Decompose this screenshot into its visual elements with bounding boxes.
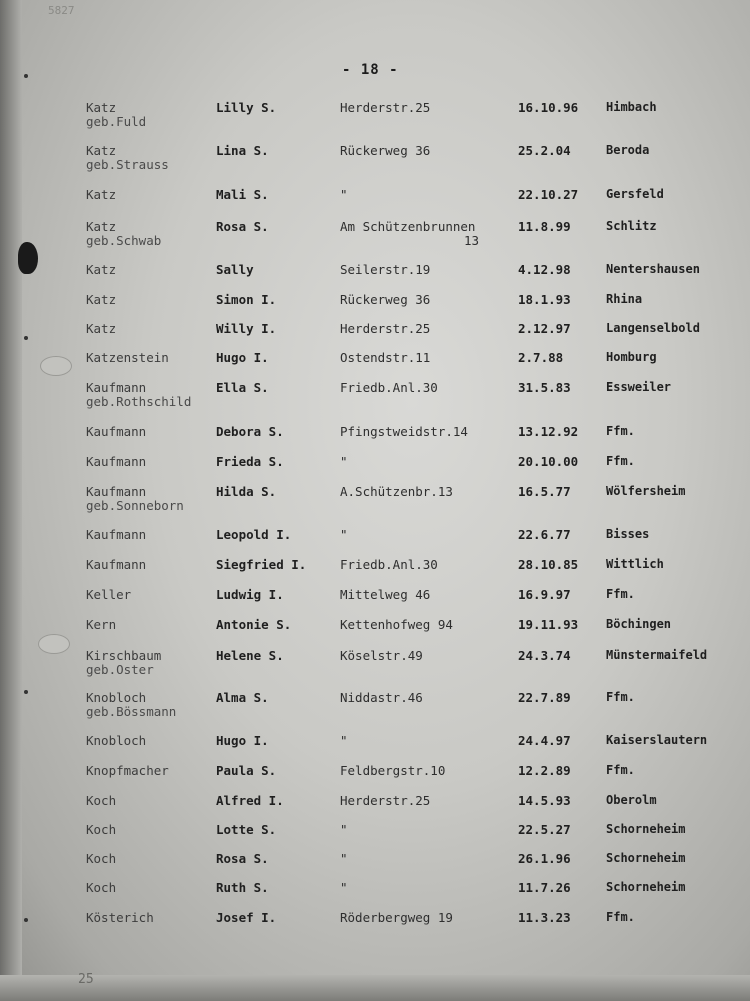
address-continuation: 13 bbox=[464, 233, 480, 248]
surname: Katz bbox=[86, 219, 117, 234]
register-row bbox=[0, 527, 750, 555]
address: " bbox=[340, 454, 348, 469]
birth-place: Bisses bbox=[606, 527, 650, 541]
birth-date: 25.2.04 bbox=[518, 143, 571, 158]
birth-date: 16.10.96 bbox=[518, 100, 579, 115]
address: Herderstr.25 bbox=[340, 793, 431, 808]
birth-date: 24.4.97 bbox=[518, 733, 571, 748]
birth-place: Ffm. bbox=[606, 424, 635, 438]
register-row bbox=[0, 822, 750, 850]
address: A.Schützenbr.13 bbox=[340, 484, 453, 499]
scan-bottom-edge bbox=[0, 975, 750, 1001]
surname: Katz bbox=[86, 187, 117, 202]
birth-place: Ffm. bbox=[606, 763, 635, 777]
maiden-name: geb.Fuld bbox=[86, 114, 147, 129]
birth-date: 22.5.27 bbox=[518, 822, 571, 837]
maiden-name: geb.Sonneborn bbox=[86, 498, 184, 513]
address: " bbox=[340, 851, 348, 866]
first-name: Willy I. bbox=[216, 321, 277, 336]
address: Rückerweg 36 bbox=[340, 143, 431, 158]
register-row bbox=[0, 587, 750, 615]
register-row bbox=[0, 851, 750, 879]
birth-date: 18.1.93 bbox=[518, 292, 571, 307]
first-name: Rosa S. bbox=[216, 851, 269, 866]
maiden-name: geb.Schwab bbox=[86, 233, 162, 248]
birth-place: Langenselbold bbox=[606, 321, 700, 335]
birth-place: Schorneheim bbox=[606, 851, 686, 865]
register-row bbox=[0, 690, 750, 718]
birth-date: 22.6.77 bbox=[518, 527, 571, 542]
register-row bbox=[0, 187, 750, 215]
birth-place: Himbach bbox=[606, 100, 657, 114]
surname: Keller bbox=[86, 587, 132, 602]
register-row bbox=[0, 350, 750, 378]
birth-place: Beroda bbox=[606, 143, 650, 157]
birth-date: 26.1.96 bbox=[518, 851, 571, 866]
register-row bbox=[0, 793, 750, 821]
birth-date: 11.8.99 bbox=[518, 219, 571, 234]
first-name: Antonie S. bbox=[216, 617, 292, 632]
first-name: Leopold I. bbox=[216, 527, 292, 542]
address: Herderstr.25 bbox=[340, 321, 431, 336]
address: " bbox=[340, 822, 348, 837]
surname: Koch bbox=[86, 793, 117, 808]
address: Niddastr.46 bbox=[340, 690, 423, 705]
register-row bbox=[0, 219, 750, 247]
surname: Knopfmacher bbox=[86, 763, 169, 778]
birth-place: Schorneheim bbox=[606, 880, 686, 894]
first-name: Simon I. bbox=[216, 292, 277, 307]
birth-place: Essweiler bbox=[606, 380, 672, 394]
birth-date: 22.7.89 bbox=[518, 690, 571, 705]
birth-place: Schorneheim bbox=[606, 822, 686, 836]
birth-date: 2.7.88 bbox=[518, 350, 564, 365]
first-name: Sally bbox=[216, 262, 254, 277]
address: Friedb.Anl.30 bbox=[340, 557, 438, 572]
page-number: - 18 - bbox=[342, 62, 399, 78]
birth-date: 22.10.27 bbox=[518, 187, 579, 202]
surname: Kirschbaum bbox=[86, 648, 162, 663]
address: Feldbergstr.10 bbox=[340, 763, 446, 778]
first-name: Alfred I. bbox=[216, 793, 284, 808]
surname: Katz bbox=[86, 292, 117, 307]
address: Kettenhofweg 94 bbox=[340, 617, 453, 632]
birth-place: Wölfersheim bbox=[606, 484, 686, 498]
first-name: Debora S. bbox=[216, 424, 284, 439]
surname: Katz bbox=[86, 143, 117, 158]
birth-date: 13.12.92 bbox=[518, 424, 579, 439]
birth-place: Schlitz bbox=[606, 219, 657, 233]
birth-date: 31.5.83 bbox=[518, 380, 571, 395]
address: Mittelweg 46 bbox=[340, 587, 431, 602]
address: " bbox=[340, 527, 348, 542]
register-row bbox=[0, 763, 750, 791]
surname: Katz bbox=[86, 321, 117, 336]
address: Rückerweg 36 bbox=[340, 292, 431, 307]
birth-place: Oberolm bbox=[606, 793, 657, 807]
surname: Koch bbox=[86, 822, 117, 837]
birth-date: 16.5.77 bbox=[518, 484, 571, 499]
margin-dot bbox=[24, 74, 28, 78]
register-row bbox=[0, 617, 750, 645]
register-row bbox=[0, 380, 750, 408]
surname: Katzenstein bbox=[86, 350, 169, 365]
first-name: Paula S. bbox=[216, 763, 277, 778]
birth-date: 11.3.23 bbox=[518, 910, 571, 925]
register-row bbox=[0, 648, 750, 676]
birth-date: 19.11.93 bbox=[518, 617, 579, 632]
first-name: Hugo I. bbox=[216, 350, 269, 365]
birth-place: Böchingen bbox=[606, 617, 672, 631]
birth-place: Rhina bbox=[606, 292, 643, 306]
address: " bbox=[340, 187, 348, 202]
surname: Kösterich bbox=[86, 910, 154, 925]
birth-date: 12.2.89 bbox=[518, 763, 571, 778]
register-row bbox=[0, 321, 750, 349]
birth-date: 28.10.85 bbox=[518, 557, 579, 572]
register-row bbox=[0, 100, 750, 128]
birth-date: 11.7.26 bbox=[518, 880, 571, 895]
first-name: Frieda S. bbox=[216, 454, 284, 469]
surname: Kaufmann bbox=[86, 484, 147, 499]
first-name: Lotte S. bbox=[216, 822, 277, 837]
maiden-name: geb.Strauss bbox=[86, 157, 169, 172]
register-row bbox=[0, 910, 750, 938]
address: Ostendstr.11 bbox=[340, 350, 431, 365]
register-row bbox=[0, 424, 750, 452]
address: " bbox=[340, 880, 348, 895]
bottom-handwritten-mark: 25 bbox=[78, 972, 94, 987]
birth-date: 20.10.00 bbox=[518, 454, 579, 469]
birth-date: 4.12.98 bbox=[518, 262, 571, 277]
surname: Knobloch bbox=[86, 733, 147, 748]
birth-place: Ffm. bbox=[606, 690, 635, 704]
first-name: Lina S. bbox=[216, 143, 269, 158]
register-row bbox=[0, 557, 750, 585]
register-row bbox=[0, 733, 750, 761]
birth-place: Nentershausen bbox=[606, 262, 700, 276]
surname: Koch bbox=[86, 880, 117, 895]
register-row bbox=[0, 484, 750, 512]
address: Seilerstr.19 bbox=[340, 262, 431, 277]
first-name: Hugo I. bbox=[216, 733, 269, 748]
address: Am Schützenbrunnen bbox=[340, 219, 476, 234]
birth-date: 16.9.97 bbox=[518, 587, 571, 602]
first-name: Ludwig I. bbox=[216, 587, 284, 602]
maiden-name: geb.Rothschild bbox=[86, 394, 192, 409]
birth-place: Münstermaifeld bbox=[606, 648, 708, 662]
surname: Kaufmann bbox=[86, 527, 147, 542]
surname: Katz bbox=[86, 262, 117, 277]
first-name: Ruth S. bbox=[216, 880, 269, 895]
first-name: Siegfried I. bbox=[216, 557, 307, 572]
surname: Kaufmann bbox=[86, 454, 147, 469]
birth-place: Ffm. bbox=[606, 910, 635, 924]
surname: Koch bbox=[86, 851, 117, 866]
birth-date: 14.5.93 bbox=[518, 793, 571, 808]
archive-corner-mark: 5827 bbox=[48, 4, 75, 17]
address: Herderstr.25 bbox=[340, 100, 431, 115]
maiden-name: geb.Oster bbox=[86, 662, 154, 677]
address: Köselstr.49 bbox=[340, 648, 423, 663]
birth-place: Ffm. bbox=[606, 454, 635, 468]
register-row bbox=[0, 880, 750, 908]
address: Pfingstweidstr.14 bbox=[340, 424, 468, 439]
birth-place: Gersfeld bbox=[606, 187, 664, 201]
first-name: Alma S. bbox=[216, 690, 269, 705]
birth-place: Ffm. bbox=[606, 587, 635, 601]
surname: Kaufmann bbox=[86, 424, 147, 439]
address: Friedb.Anl.30 bbox=[340, 380, 438, 395]
surname: Kaufmann bbox=[86, 380, 147, 395]
surname: Kern bbox=[86, 617, 117, 632]
surname: Katz bbox=[86, 100, 117, 115]
maiden-name: geb.Bössmann bbox=[86, 704, 177, 719]
birth-place: Kaiserslautern bbox=[606, 733, 708, 747]
surname: Knobloch bbox=[86, 690, 147, 705]
first-name: Josef I. bbox=[216, 910, 277, 925]
address: Röderbergweg 19 bbox=[340, 910, 453, 925]
first-name: Lilly S. bbox=[216, 100, 277, 115]
birth-place: Homburg bbox=[606, 350, 657, 364]
birth-place: Wittlich bbox=[606, 557, 664, 571]
first-name: Mali S. bbox=[216, 187, 269, 202]
first-name: Rosa S. bbox=[216, 219, 269, 234]
birth-date: 2.12.97 bbox=[518, 321, 571, 336]
register-row bbox=[0, 262, 750, 290]
first-name: Hilda S. bbox=[216, 484, 277, 499]
register-row bbox=[0, 292, 750, 320]
birth-date: 24.3.74 bbox=[518, 648, 571, 663]
address: " bbox=[340, 733, 348, 748]
register-row bbox=[0, 143, 750, 171]
surname: Kaufmann bbox=[86, 557, 147, 572]
first-name: Ella S. bbox=[216, 380, 269, 395]
register-row bbox=[0, 454, 750, 482]
first-name: Helene S. bbox=[216, 648, 284, 663]
